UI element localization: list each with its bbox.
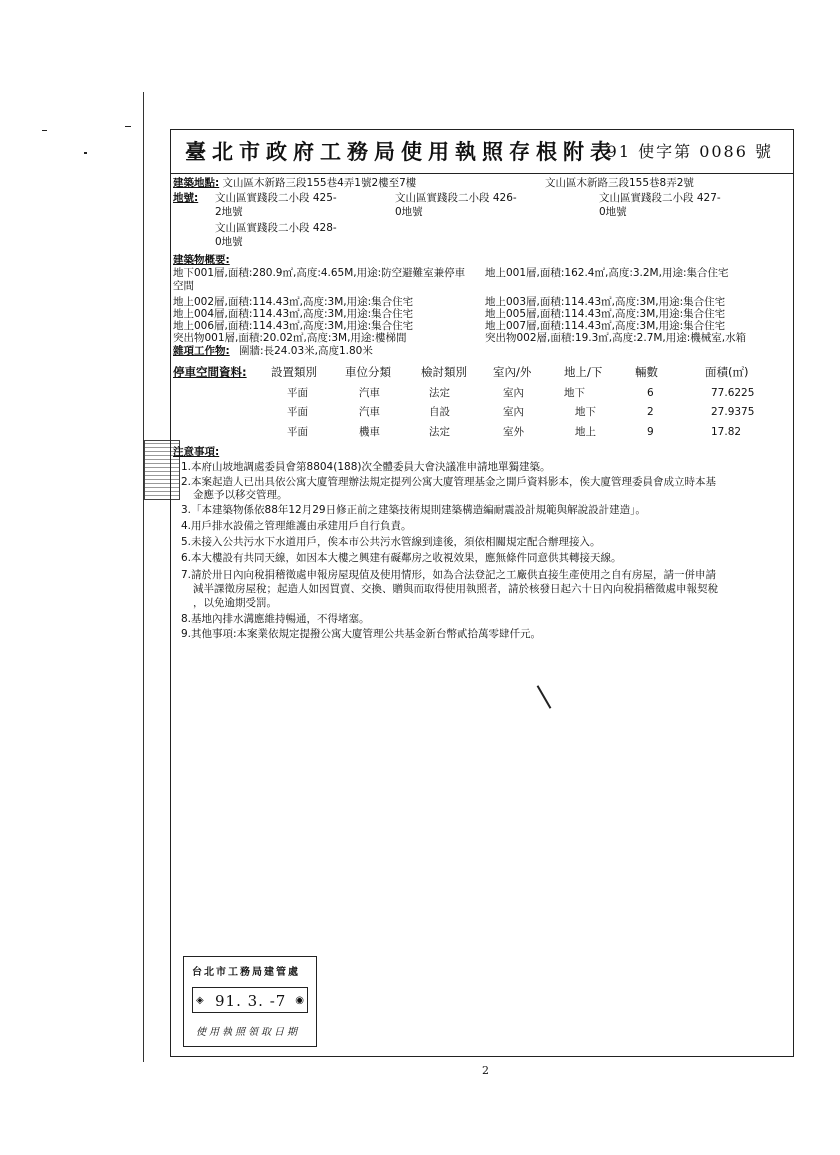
parking-cell: 平面 [287,426,308,438]
lot-item-2-suffix: 0地號 [395,206,423,218]
parking-cell: 法定 [429,387,450,399]
receipt-date-stamp [183,956,317,1047]
parking-cell: 法定 [429,426,450,438]
note-line: 金應予以移交管理。 [193,489,288,501]
building-row: 地上007層,面積:114.43㎡,高度:3M,用途:集合住宅 [485,320,726,332]
building-row: 空間 [173,280,194,292]
parking-cell: 平面 [287,406,308,418]
parking-header: 設置類別 [271,365,317,379]
parking-cell: 機車 [359,426,380,438]
location-label: 建築地點: [173,177,220,189]
parking-cell: 27.9375 [711,406,755,418]
building-row: 地上005層,面積:114.43㎡,高度:3M,用途:集合住宅 [485,308,726,320]
note-line: 1.本府山坡地調處委員會第8804(188)次全體委員大會決議准申請地單獨建築。 [181,461,551,473]
document-title: 臺北市政府工務局使用執照存根附表 [185,139,617,164]
note-line: ，以免逾期受罰。 [193,597,277,609]
building-row: 地上003層,面積:114.43㎡,高度:3M,用途:集合住宅 [485,296,726,308]
parking-cell: 自設 [429,406,450,418]
building-row: 地上002層,面積:114.43㎡,高度:3M,用途:集合住宅 [173,296,414,308]
permit-number: 91 使字第 0086 號 [606,142,773,161]
parking-cell: 地下 [575,406,596,418]
building-row: 地下001層,面積:280.9㎡,高度:4.65M,用途:防空避難室兼停車 [173,267,466,279]
lots-label: 地號: [173,192,199,204]
misc-work-label: 雜項工作物: [173,345,230,357]
note-line: 4.用戶排水設備之管理維護由承建用戶自行負責。 [181,520,412,532]
parking-cell: 平面 [287,387,308,399]
parking-cell: 6 [647,387,654,399]
building-row: 地上006層,面積:114.43㎡,高度:3M,用途:集合住宅 [173,320,414,332]
lot-item-3: 文山區實踐段二小段 427- [599,192,721,204]
location-value: 文山區木新路三段155巷4弄1號2樓至7樓 [222,177,417,189]
note-line: 減半課徵房屋稅；起造人如因買賣、交換、贈與而取得使用執照者，請於核發日起六十日內向稅捐稽徵處申報契稅 [193,583,718,595]
parking-cell: 汽車 [359,387,380,399]
lot-item-1-suffix: 2地號 [215,206,243,218]
location-value-2: 文山區木新路三段155巷8弄2號 [545,177,694,189]
permit-table-frame [170,129,794,1057]
parking-cell: 2 [647,406,654,418]
scan-speck [42,130,47,131]
parking-label: 停車空間資料: [173,365,247,379]
parking-header: 面積(㎡) [705,365,749,379]
lot-item-4-suffix: 0地號 [215,236,243,248]
scan-speck [84,152,87,154]
notes-label: 注意事項: [173,446,220,458]
note-line: 8.基地內排水溝應維持暢通，不得堵塞。 [181,613,370,625]
misc-work-value: 圍牆:長24.03米,高度1.80米 [239,345,373,357]
parking-cell: 汽車 [359,406,380,418]
parking-cell: 室內 [503,406,524,418]
stamp-date: 91. 3. -7 [215,992,287,1010]
stamp-mark-icon: ◉ [295,995,304,1006]
stamp-footer: 使用執照領取日期 [196,1027,300,1038]
parking-header: 地上/下 [564,365,603,379]
note-line: 7.請於卅日內向稅捐稽徵處申報房屋現值及使用情形，如為合法登記之工廠供直接生產使用之自有房屋，請一併申請 [181,569,717,581]
stamp-mark-icon: ◈ [196,995,204,1006]
lot-item-2: 文山區實踐段二小段 426- [395,192,517,204]
building-row: 突出物001層,面積:20.02㎡,高度:3M,用途:樓梯間 [173,332,407,344]
parking-cell: 地上 [575,426,596,438]
parking-cell: 77.6225 [711,387,755,399]
parking-header: 室內/外 [493,365,532,379]
stamp-org: 台北市工務局建管處 [192,967,300,978]
lot-item-3-suffix: 0地號 [599,206,627,218]
note-line: 5.未接入公共污水下水道用戶，俟本市公共污水管線到達後，須依相關規定配合辦理接入。 [181,536,601,548]
note-line: 9.其他事項:本案業依規定提撥公寓大廈管理公共基金新台幣貳拾萬零肆仟元。 [181,628,542,640]
parking-cell: 室內 [503,387,524,399]
parking-cell: 17.82 [711,426,742,438]
building-label: 建築物概要: [173,254,230,266]
note-line: 2.本案起造人已出具依公寓大廈管理辦法規定提列公寓大廈管理基金之開戶資料影本，俟大廈管理委員會成立時本基 [181,476,717,488]
title-row [171,130,793,174]
page-number: 2 [482,1064,489,1077]
lot-item-4: 文山區實踐段二小段 428- [215,222,337,234]
parking-header: 輛數 [635,365,658,379]
parking-header: 檢討類別 [421,365,467,379]
lot-item-1: 文山區實踐段二小段 425- [215,192,337,204]
parking-header: 車位分類 [345,365,391,379]
building-row: 地上001層,面積:162.4㎡,高度:3.2M,用途:集合住宅 [485,267,729,279]
parking-cell: 地下 [564,387,585,399]
parking-cell: 9 [647,426,654,438]
scan-margin-line [143,92,144,1062]
building-row: 地上004層,面積:114.43㎡,高度:3M,用途:集合住宅 [173,308,414,320]
note-line: 6.本大樓設有共同天線，如因本大樓之興建有礙鄰房之收視效果，應無條件同意供其轉接天線。 [181,552,622,564]
note-line: 3.「本建築物係依88年12月29日修正前之建築技術規則建築構造編耐震設計規範與解說設計建造」。 [181,504,646,516]
parking-cell: 室外 [503,426,524,438]
scan-speck [125,126,131,127]
stamp-date-box [192,987,308,1013]
building-row: 突出物002層,面積:19.3㎡,高度:2.7M,用途:機械室,水箱 [485,332,747,344]
